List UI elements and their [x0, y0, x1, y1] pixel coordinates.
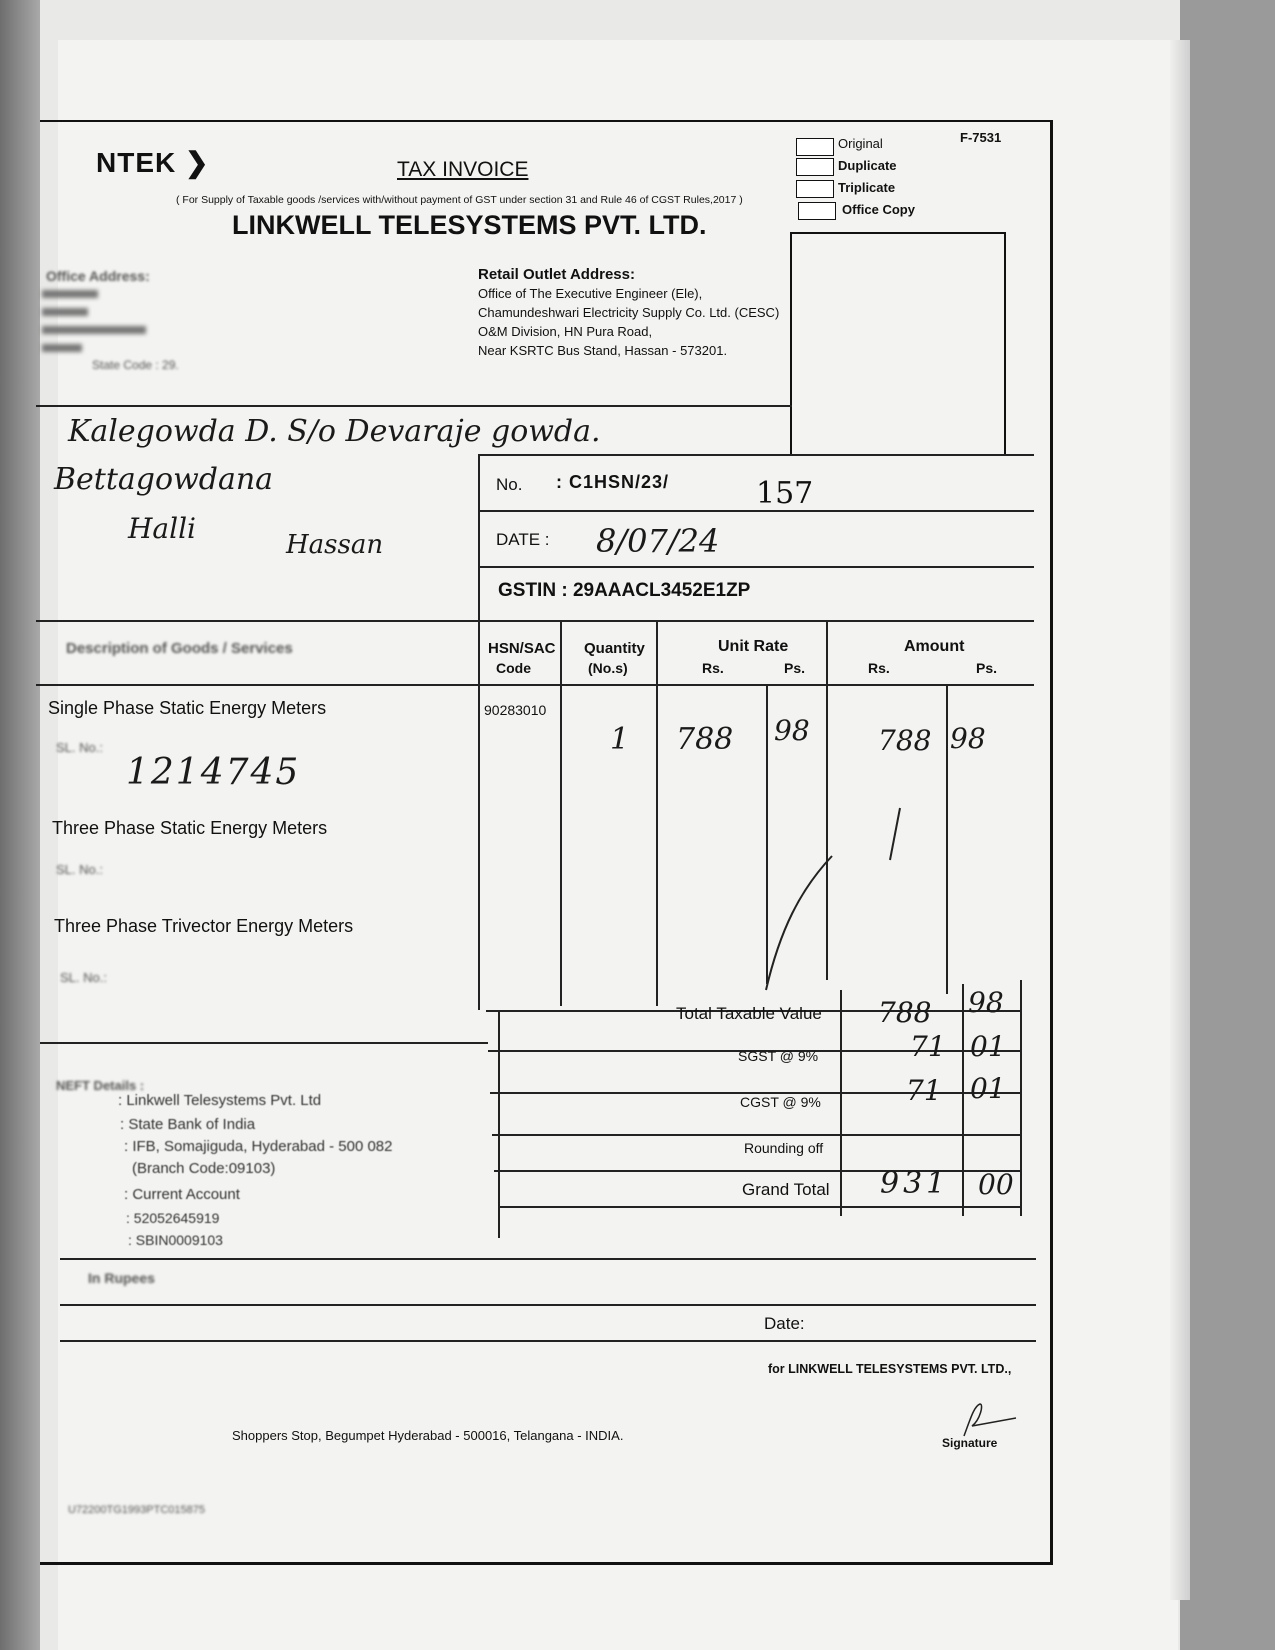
- strike-through-mark: [740, 800, 920, 1000]
- brand-logo: [96, 146, 209, 179]
- retail-outlet-line: Chamundeshwari Electricity Supply Co. Ltd. (CESC): [478, 305, 780, 320]
- grand-total-ps: 00: [978, 1168, 1014, 1201]
- divider: [36, 620, 1034, 622]
- bank-line: : State Bank of India: [120, 1116, 256, 1133]
- stamp-box: [790, 232, 1006, 456]
- copy-checkbox-triplicate[interactable]: [796, 180, 834, 198]
- divider: [498, 1206, 1022, 1208]
- gstin: GSTIN : 29AAACL3452E1ZP: [498, 580, 751, 601]
- header-rate-rs: Rs.: [702, 660, 724, 676]
- header-amount-ps: Ps.: [976, 660, 998, 676]
- invoice-no-prefix: : C1HSN/23/: [556, 472, 670, 492]
- header-quantity: Quantity: [584, 640, 645, 657]
- bank-line: : Current Account: [124, 1186, 240, 1203]
- retail-outlet-line: Office of The Executive Engineer (Ele),: [478, 286, 703, 301]
- item-hsn-code: 90283010: [484, 702, 547, 718]
- header-unit-rate: Unit Rate: [718, 638, 789, 655]
- item-sl-label: SL. No.:: [60, 970, 107, 985]
- retail-outlet-line: Near KSRTC Bus Stand, Hassan - 573201.: [478, 343, 728, 358]
- header-rate-ps: Ps.: [784, 660, 806, 676]
- form-number: F-7531: [960, 130, 1002, 145]
- brand-chevron-icon: ❯: [185, 147, 210, 178]
- copy-label-duplicate: Duplicate: [838, 158, 897, 173]
- customer-address-line1: Bettagowdana: [54, 462, 274, 497]
- total-taxable-ps: 98: [968, 986, 1004, 1019]
- sgst-rs: 71: [910, 1030, 946, 1063]
- signature-scribble: [950, 1400, 1020, 1440]
- item-description: Three Phase Trivector Energy Meters: [54, 916, 354, 936]
- brand-text: NTEK: [96, 147, 177, 178]
- header-hsn-code: Code: [496, 660, 531, 676]
- bank-line: (Branch Code:09103): [132, 1160, 276, 1177]
- divider: [478, 454, 1034, 456]
- copy-checkbox-duplicate[interactable]: [796, 158, 834, 176]
- company-cin: U72200TG1993PTC015875: [68, 1504, 205, 1516]
- item-sl-number: 1214745: [126, 752, 301, 793]
- divider: [60, 1304, 1036, 1306]
- office-address-line: [42, 290, 98, 298]
- header-hsn: HSN/SAC: [488, 640, 556, 657]
- copy-label-triplicate: Triplicate: [838, 180, 896, 195]
- sgst-ps: 01: [970, 1030, 1006, 1063]
- item-sl-label: SL. No.:: [56, 740, 103, 755]
- item-description: Three Phase Static Energy Meters: [52, 818, 328, 838]
- for-company: for LINKWELL TELESYSTEMS PVT. LTD.,: [768, 1362, 1012, 1376]
- divider: [40, 1042, 488, 1044]
- divider: [478, 566, 1034, 568]
- total-taxable-rs: 788: [878, 996, 932, 1029]
- registered-office: Shoppers Stop, Begumpet Hyderabad - 500016, Telangana - INDIA.: [232, 1428, 624, 1443]
- header-quantity-units: (No.s): [588, 660, 628, 676]
- bank-details-title: NEFT Details :: [56, 1078, 145, 1093]
- rounding-label: Rounding off: [744, 1140, 824, 1156]
- header-description: Description of Goods / Services: [66, 640, 293, 657]
- invoice-date: 8/07/24: [596, 522, 720, 560]
- copy-checkbox-original[interactable]: [796, 138, 834, 156]
- amount-words-label: In Rupees: [88, 1270, 155, 1286]
- cgst-rs: 71: [906, 1074, 942, 1107]
- cgst-ps: 01: [970, 1072, 1006, 1105]
- sgst-label: SGST @ 9%: [738, 1048, 819, 1064]
- copy-label-original: Original: [838, 136, 883, 151]
- header-amount: Amount: [904, 638, 965, 655]
- column-divider: [962, 984, 964, 1216]
- column-divider: [560, 620, 562, 1006]
- grand-total-rs: 931: [880, 1166, 950, 1201]
- column-divider: [1020, 980, 1022, 1216]
- item-sl-label: SL. No.:: [56, 862, 103, 877]
- office-address-line: [42, 326, 146, 334]
- customer-address-line2: Halli: [128, 512, 196, 545]
- invoice-no-label: No.: [496, 475, 523, 494]
- cgst-label: CGST @ 9%: [740, 1094, 821, 1110]
- item-rate-ps: 98: [774, 714, 810, 747]
- copy-checkbox-office[interactable]: [798, 202, 836, 220]
- grand-total-label: Grand Total: [742, 1180, 830, 1199]
- customer-city: Hassan: [286, 530, 384, 560]
- column-divider: [498, 1010, 500, 1238]
- retail-outlet-line: O&M Division, HN Pura Road,: [478, 324, 653, 339]
- item-quantity: 1: [610, 722, 630, 757]
- total-taxable-label: Total Taxable Value: [676, 1004, 822, 1023]
- bank-line: : Linkwell Telesystems Pvt. Ltd: [118, 1092, 322, 1109]
- customer-name: Kalegowda D. S/o Devaraje gowda.: [68, 414, 601, 449]
- column-divider: [656, 620, 658, 1006]
- office-address-line: [42, 344, 82, 352]
- column-divider: [840, 990, 842, 1216]
- retail-outlet-label: Retail Outlet Address:: [478, 266, 635, 283]
- item-description: Single Phase Static Energy Meters: [48, 698, 327, 718]
- invoice-title: TAX INVOICE: [397, 158, 529, 181]
- divider: [60, 1340, 1036, 1342]
- footer-date-label: Date:: [764, 1314, 805, 1333]
- divider: [36, 684, 1034, 686]
- divider: [60, 1258, 1036, 1260]
- page-edge-shadow: [1170, 40, 1190, 1600]
- bank-line: : IFB, Somajiguda, Hyderabad - 500 082: [124, 1138, 393, 1155]
- divider: [36, 405, 792, 407]
- state-code: State Code : 29.: [92, 358, 179, 372]
- divider: [492, 1134, 1022, 1136]
- office-address-line: [42, 308, 88, 316]
- copy-label-office: Office Copy: [842, 202, 915, 217]
- item-amount-ps: 98: [950, 722, 986, 755]
- item-rate-rs: 788: [676, 722, 734, 757]
- column-divider: [946, 684, 948, 994]
- office-address-label: Office Address:: [46, 268, 150, 284]
- header-amount-rs: Rs.: [868, 660, 890, 676]
- item-amount-rs: 788: [878, 724, 932, 757]
- scan-left-edge: [0, 0, 40, 1650]
- date-label: DATE :: [496, 530, 550, 549]
- invoice-number: 157: [756, 476, 814, 511]
- bank-line: : SBIN0009103: [128, 1232, 223, 1248]
- bank-line: : 52052645919: [126, 1210, 220, 1226]
- divider: [478, 454, 480, 1010]
- invoice-subtitle: ( For Supply of Taxable goods /services with/without payment of GST under section 31 and Rule 46 of CGST Rules,2017 ): [176, 194, 743, 206]
- company-name: LINKWELL TELESYSTEMS PVT. LTD.: [232, 210, 707, 240]
- signature-label: Signature: [942, 1436, 998, 1450]
